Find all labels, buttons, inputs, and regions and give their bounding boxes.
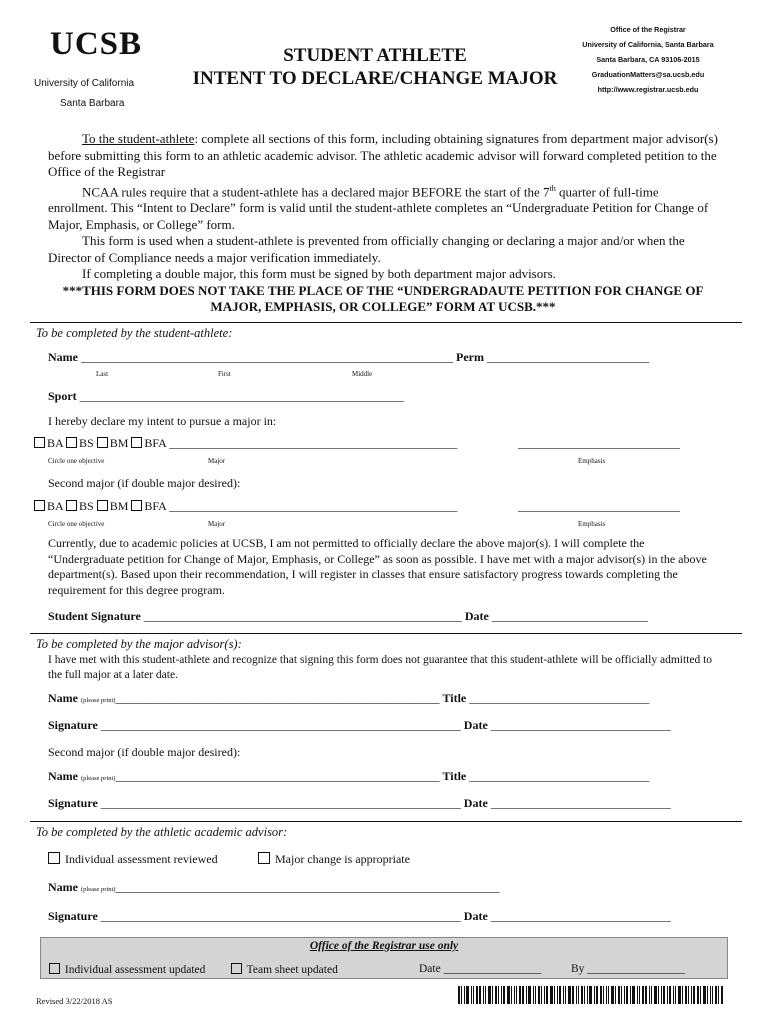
instruction-lead: To the student-athlete	[82, 131, 195, 146]
assessment-updated-checkbox[interactable]	[49, 963, 60, 974]
athletic-name-line: ________________________________________________________________	[115, 880, 500, 894]
ncaa-text-a: NCAA rules require that a student-athlete has a declared major BEFORE the start of the 7	[82, 183, 550, 199]
divider	[30, 633, 742, 634]
circle-label: Circle one objective	[48, 457, 105, 465]
checkbox-ba-2[interactable]	[34, 500, 45, 511]
advisor-section-label: To be completed by the major advisor(s):	[36, 637, 242, 651]
student-signature-line: _____________________________________________________	[143, 609, 462, 623]
revision-note: Revised 3/22/2018 AS	[36, 996, 113, 1006]
athletic-name-field[interactable]	[48, 880, 499, 895]
sub-last: Last	[96, 370, 109, 378]
team-sheet-label: Team sheet updated	[246, 964, 338, 976]
major-change-option[interactable]	[258, 852, 410, 867]
major-label: Major	[208, 457, 226, 465]
logo-subtitle-2: Santa Barbara	[60, 98, 125, 109]
registrar-by-label: By	[571, 963, 585, 975]
major-change-checkbox[interactable]	[258, 852, 270, 864]
perm-label: Perm	[456, 350, 484, 364]
advisor-date-line: ______________________________	[490, 718, 671, 732]
student-section-label: To be completed by the student-athlete:	[36, 326, 233, 340]
student-date-line: __________________________	[491, 609, 648, 623]
option-ba: BA	[47, 436, 64, 450]
form-title	[170, 44, 580, 90]
registrar-date-field[interactable]	[419, 963, 541, 975]
divider	[30, 322, 742, 323]
student-signature-field[interactable]	[48, 609, 648, 624]
instruction-para-2	[48, 181, 718, 234]
instruction-text: : complete all sections of this form, including obtaining signatures from department major advisor(s) before submitting this form to an athletic academic advisor. The athletic academic advisor will forward completed petition to the Office of the Registrar	[48, 131, 718, 179]
sport-field[interactable]	[48, 389, 404, 404]
checkbox-bm[interactable]	[97, 437, 108, 448]
warning-text: ***THIS FORM DOES NOT TAKE THE PLACE OF THE “UNDERGRADAUTE PETITION FOR CHANGE OF MAJOR, EMPHASIS, OR COLLEGE” FORM AT UCSB.***	[62, 282, 704, 315]
advisor-name-label: Name	[48, 691, 78, 705]
emphasis-line[interactable]: ___________________________	[518, 436, 680, 450]
option-bs: BS	[79, 436, 94, 450]
major-line[interactable]: ________________________________________________	[169, 436, 458, 450]
major-line-2[interactable]: ________________________________________________	[169, 499, 458, 513]
option-ba-2: BA	[47, 499, 64, 513]
checkbox-bfa[interactable]	[131, 437, 142, 448]
office-name: Office of the Registrar	[610, 25, 686, 34]
registrar-use-box	[40, 937, 728, 979]
student-name-field[interactable]	[48, 350, 649, 365]
athletic-signature-line: ____________________________________________________________	[100, 909, 461, 923]
advisor2-date-line: ______________________________	[490, 796, 671, 810]
second-major-objective-row	[34, 499, 457, 514]
office-website: http://www.registrar.ucsb.edu	[597, 85, 699, 94]
sport-label: Sport	[48, 389, 77, 403]
advisor2-title-label: Title	[442, 769, 467, 783]
advisor-signature-line: ____________________________________________________________	[100, 718, 461, 732]
checkbox-ba[interactable]	[34, 437, 45, 448]
registrar-date-line: _________________	[443, 963, 542, 975]
advisor-signature-field[interactable]	[48, 718, 671, 733]
advisor2-name-field[interactable]	[48, 769, 649, 784]
form-title-line-2: INTENT TO DECLARE/CHANGE MAJOR	[192, 68, 558, 89]
assessment-updated-label: Individual assessment updated	[64, 964, 206, 976]
please-print: (please print)	[81, 775, 116, 782]
office-email: GraduationMatters@sa.ucsb.edu	[591, 70, 705, 79]
advisor-second-major-text: Second major (if double major desired):	[48, 745, 241, 759]
second-major-text: Second major (if double major desired):	[48, 476, 241, 490]
advisor2-name-line: ______________________________________________________	[115, 769, 440, 783]
instruction-para-1	[48, 131, 718, 181]
emphasis-label-2: Emphasis	[578, 520, 606, 528]
assessment-updated-option[interactable]	[49, 963, 205, 976]
please-print: (please print)	[81, 697, 116, 704]
option-bfa: BFA	[144, 436, 167, 450]
registrar-by-field[interactable]	[571, 963, 685, 975]
perm-line: ___________________________	[486, 350, 649, 364]
checkbox-bfa-2[interactable]	[131, 500, 142, 511]
advisor-date-label: Date	[463, 718, 488, 732]
option-bs-2: BS	[79, 499, 94, 513]
advisor2-title-line: ______________________________	[469, 769, 650, 783]
declare-text: I hereby declare my intent to pursue a major in:	[48, 414, 277, 428]
assessment-reviewed-label: Individual assessment reviewed	[65, 852, 218, 866]
athletic-date-label: Date	[463, 909, 488, 923]
name-line: ______________________________________________________________	[81, 350, 453, 364]
option-bfa-2: BFA	[144, 499, 167, 513]
athletic-name-label: Name	[48, 880, 78, 894]
team-sheet-checkbox[interactable]	[231, 963, 242, 974]
logo-subtitle-1: University of California	[34, 78, 135, 89]
office-university: University of California, Santa Barbara	[582, 40, 714, 49]
advisor2-signature-label: Signature	[48, 796, 98, 810]
assessment-reviewed-option[interactable]	[48, 852, 218, 867]
office-city: Santa Barbara, CA 93106-2015	[596, 55, 700, 64]
ncaa-sup: th	[549, 183, 556, 193]
sport-line: ______________________________________________________	[79, 389, 404, 403]
checkbox-bs-2[interactable]	[66, 500, 77, 511]
major-objective-row	[34, 436, 457, 451]
please-print: (please print)	[81, 886, 116, 893]
athletic-signature-label: Signature	[48, 909, 98, 923]
advisor-name-field[interactable]	[48, 691, 649, 706]
team-sheet-option[interactable]	[231, 963, 338, 976]
athletic-signature-field[interactable]	[48, 909, 671, 924]
emphasis-label: Emphasis	[578, 457, 606, 465]
registrar-box-title: Office of the Registrar use only	[309, 940, 459, 952]
sub-middle: Middle	[352, 370, 373, 378]
advisor2-signature-line: ____________________________________________________________	[100, 796, 461, 810]
student-statement: Currently, due to academic policies at UCSB, I am not permitted to officially declare the above major(s). I will complete the “Undergraduate petition for Change of Major, Emphasis, or College” as soon as possible. I have met with a major advisor(s) in the above department(s). Based upon their recommendation, I will register in classes that ensure satisfactory progress towards completing the requirement for this degree program.	[48, 536, 707, 597]
form-title-line-1: STUDENT ATHLETE	[283, 45, 467, 66]
instruction-para-3: This form is used when a student-athlete is prevented from officially changing or declaring a major and/or when the Director of Compliance needs a major verification immediately.	[48, 233, 685, 265]
instruction-para-4: If completing a double major, this form must be signed by both department major advisors.	[82, 266, 556, 282]
option-bm-2: BM	[109, 499, 129, 513]
registrar-address	[568, 22, 728, 97]
major-change-label: Major change is appropriate	[275, 852, 410, 866]
registrar-by-line: _________________	[587, 963, 686, 975]
student-date-label: Date	[464, 609, 489, 623]
checkbox-bm-2[interactable]	[97, 500, 108, 511]
advisor-signature-label: Signature	[48, 718, 98, 732]
divider	[30, 821, 742, 822]
athletic-date-line: ______________________________	[490, 909, 671, 923]
student-signature-label: Student Signature	[48, 609, 141, 623]
advisor2-date-label: Date	[463, 796, 488, 810]
instructions	[48, 131, 718, 316]
circle-label-2: Circle one objective	[48, 520, 105, 528]
checkbox-bs[interactable]	[66, 437, 77, 448]
barcode	[458, 986, 726, 1004]
advisor2-name-label: Name	[48, 769, 78, 783]
ncaa-text-b: quarter of full-time enrollment. This “Intent to Declare” form is valid until the student-athlete completes an “Undergraduate Petition for Change of Major, Emphasis, or College” form.	[48, 183, 709, 232]
major-label-2: Major	[208, 520, 226, 528]
sub-first: First	[218, 370, 231, 378]
option-bm: BM	[109, 436, 129, 450]
emphasis-line-2[interactable]: ___________________________	[518, 499, 680, 513]
assessment-reviewed-checkbox[interactable]	[48, 852, 60, 864]
advisor2-signature-field[interactable]	[48, 796, 671, 811]
advisor-title-line: ______________________________	[469, 691, 650, 705]
advisor-title-label: Title	[442, 691, 467, 705]
registrar-date-label: Date	[419, 963, 441, 975]
advisor-statement: I have met with this student-athlete and recognize that signing this form does not guarantee that this student-athlete will be officially admitted to the full major at a later date.	[48, 654, 713, 681]
name-label: Name	[48, 350, 78, 364]
logo-wordmark: UCSB	[50, 26, 143, 62]
athletic-section-label: To be completed by the athletic academic advisor:	[36, 825, 288, 839]
ucsb-logo	[34, 26, 150, 109]
advisor-name-line: ______________________________________________________	[115, 691, 440, 705]
